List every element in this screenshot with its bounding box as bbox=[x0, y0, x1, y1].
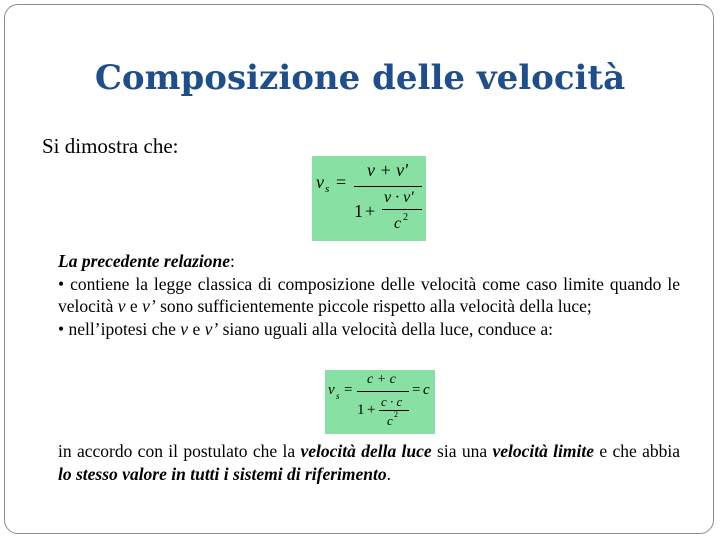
formula1-den-one: 1 bbox=[354, 201, 363, 221]
formula1-inner-fraction-bar bbox=[382, 209, 422, 210]
formula2-result: c bbox=[423, 382, 430, 398]
slide-title: Composizione delle velocità bbox=[94, 58, 626, 98]
bullet-item-1: • contiene la legge classica di composizione delle velocità come caso limite quando le velocità v e v’ sono sufficientemente piccole rispetto alla velocità della luce; bbox=[58, 273, 680, 316]
formula2-numerator: c + c bbox=[367, 372, 396, 387]
formula1-lhs-sub: s bbox=[325, 183, 330, 195]
formula1-den-plus: + bbox=[365, 201, 376, 221]
formula1-numerator: v + v' bbox=[367, 160, 408, 180]
formula1-lhs: v bbox=[316, 172, 324, 192]
formula-velocity-composition bbox=[312, 156, 426, 241]
intro-text: Si dimostra che: bbox=[42, 134, 179, 158]
formula2-lhs: v bbox=[328, 382, 335, 398]
bullet-symbol: • bbox=[58, 273, 65, 294]
paragraph-heading: La precedente relazione: bbox=[58, 251, 235, 271]
formula2-fraction-bar bbox=[357, 391, 409, 392]
formula1-fraction-bar bbox=[354, 186, 422, 187]
bullet-item-2: • nell’ipotesi che v e v’ siano uguali alla velocità della luce, conduce a: bbox=[58, 318, 554, 339]
formula2-den-one: 1 bbox=[357, 402, 365, 418]
formula1-equals: = bbox=[336, 172, 347, 192]
formula2-result-equals: = bbox=[412, 382, 421, 398]
formula2-den-numerator: c · c bbox=[381, 394, 403, 409]
formula2-den-exp: 2 bbox=[394, 410, 398, 419]
formula1-den-numerator: v · v' bbox=[384, 189, 414, 206]
formula2-den-c: c bbox=[387, 413, 393, 428]
formula-light-speed bbox=[325, 370, 435, 434]
formula2-lhs-sub: s bbox=[336, 391, 340, 401]
formula2-equals: = bbox=[344, 382, 353, 398]
formula1-den-c: c bbox=[394, 215, 402, 232]
bullet-symbol: • bbox=[58, 318, 65, 339]
paragraph-conclusion: in accordo con il postulato che la velocità della luce sia una velocità limite e che abbia lo stesso valore in tutti i sistemi di riferimento. bbox=[58, 441, 680, 484]
formula2-den-plus: + bbox=[367, 402, 376, 418]
formula1-den-exp: 2 bbox=[403, 212, 408, 223]
paragraph-relation bbox=[58, 250, 680, 340]
